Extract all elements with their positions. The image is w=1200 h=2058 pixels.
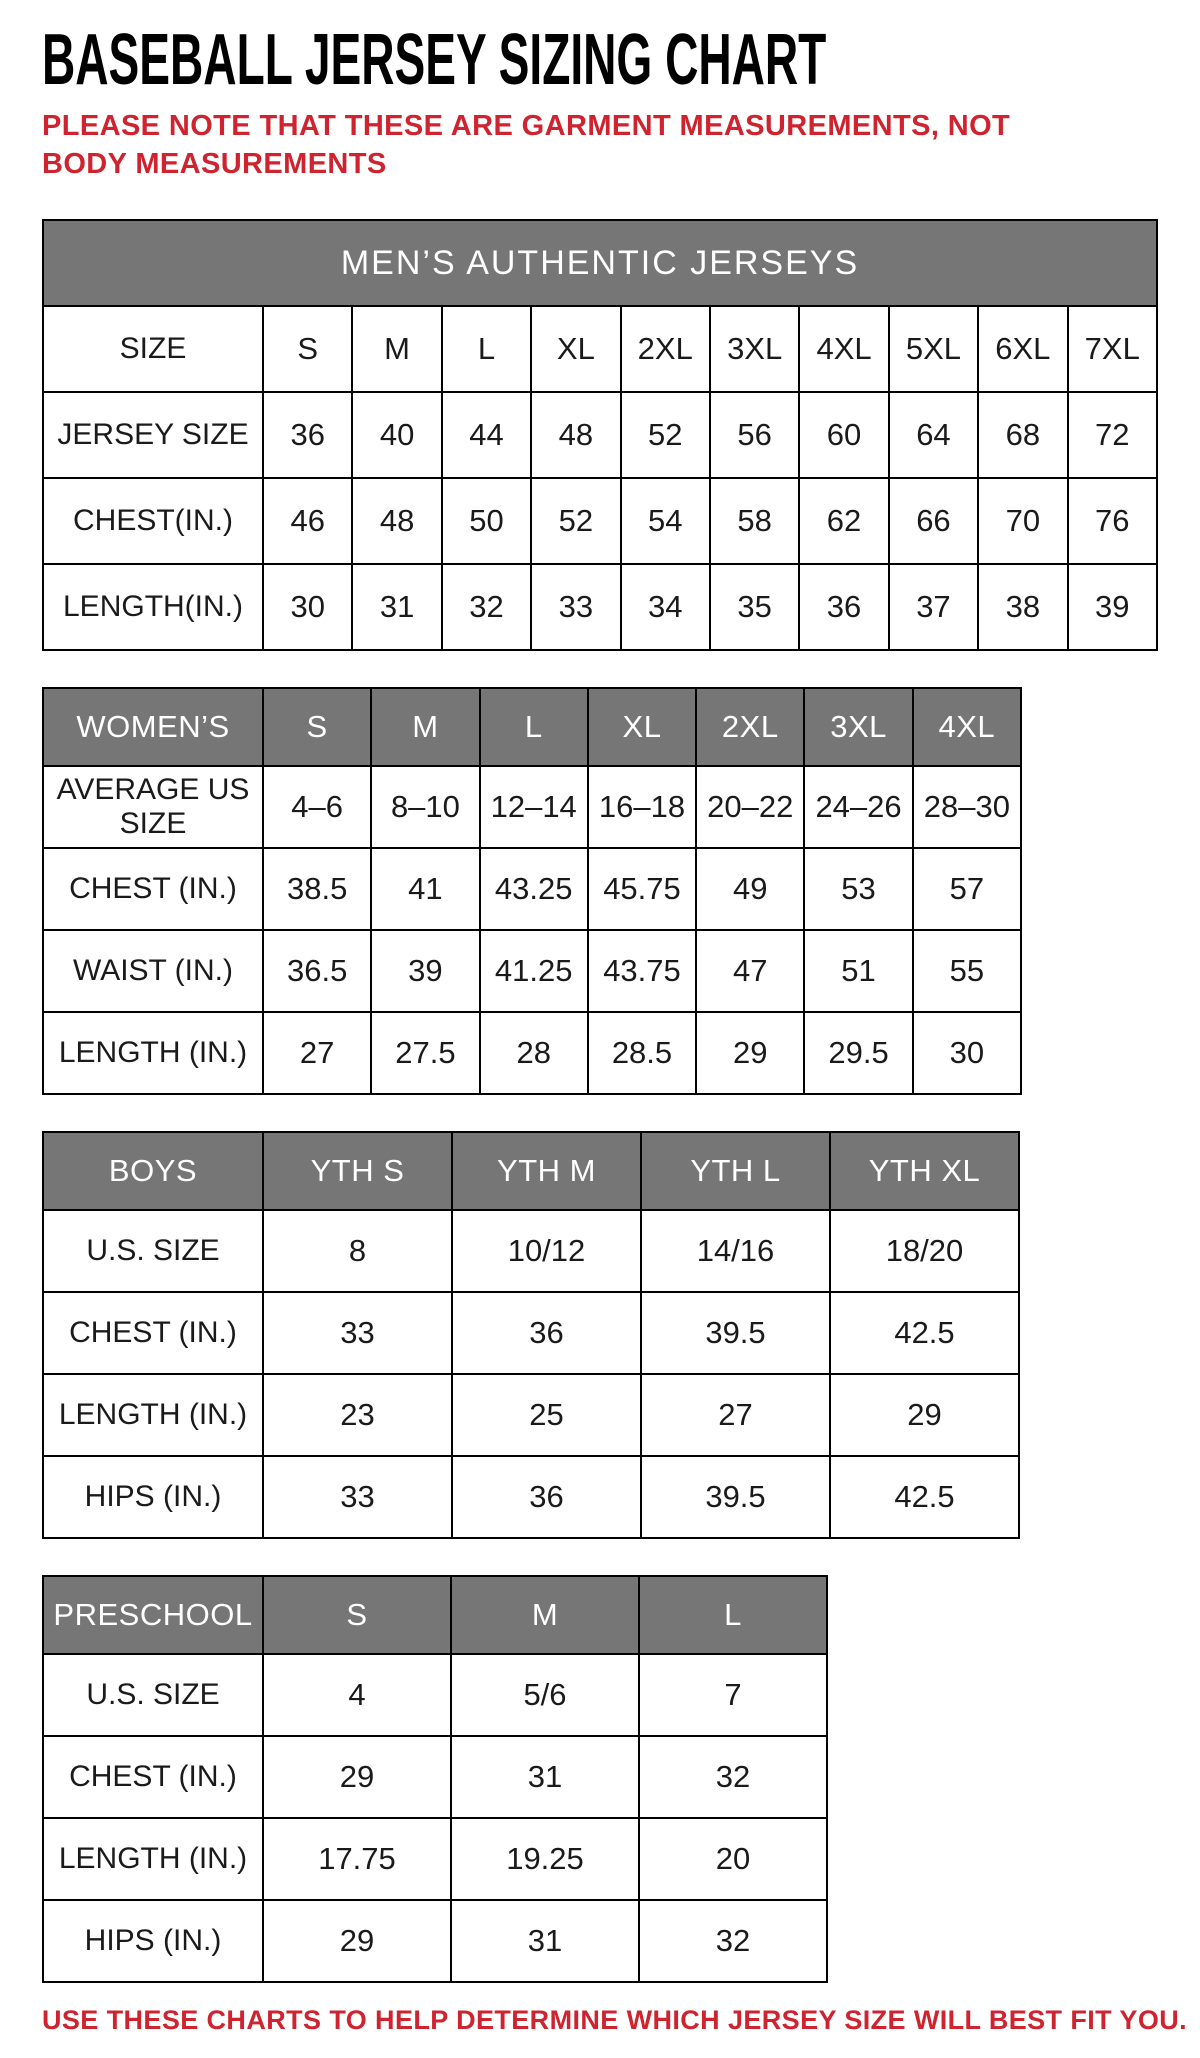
preschool-value-cell: 5/6 [451,1654,639,1736]
womens-value-cell: 47 [696,930,804,1012]
womens-value-cell: 49 [696,848,804,930]
womens-value-cell: 53 [804,848,912,930]
preschool-row-label: CHEST (IN.) [43,1736,263,1818]
boys-value-cell: 23 [263,1374,452,1456]
boys-value-cell: 25 [452,1374,641,1456]
mens-value-cell: 37 [889,564,978,650]
boys-size-header: YTH S [263,1132,452,1210]
womens-row-label: CHEST (IN.) [43,848,263,930]
preschool-value-cell: 31 [451,1736,639,1818]
mens-value-cell: 48 [352,478,441,564]
preschool-row-label: HIPS (IN.) [43,1900,263,1982]
womens-value-cell: 36.5 [263,930,371,1012]
preschool-table [42,1575,828,1983]
boys-value-cell: 42.5 [830,1292,1019,1374]
fit-advice-note: USE THESE CHARTS TO HELP DETERMINE WHICH JERSEY SIZE WILL BEST FIT YOU. [42,2005,1188,2036]
mens-value-cell: XL [531,306,620,392]
mens-value-cell: 64 [889,392,978,478]
boys-value-cell: 29 [830,1374,1019,1456]
womens-value-cell: 27 [263,1012,371,1094]
womens-value-cell: 16–18 [588,766,696,848]
womens-value-cell: 28 [480,1012,588,1094]
preschool-value-cell: 20 [639,1818,827,1900]
mens-row-label: JERSEY SIZE [43,392,263,478]
womens-value-cell: 43.25 [480,848,588,930]
preschool-value-cell: 7 [639,1654,827,1736]
mens-value-cell: S [263,306,352,392]
womens-header-label: WOMEN’S [43,688,263,766]
boys-size-header: YTH M [452,1132,641,1210]
preschool-value-cell: 32 [639,1736,827,1818]
mens-value-cell: 52 [621,392,710,478]
womens-row-label: AVERAGE US SIZE [43,766,263,848]
mens-value-cell: 52 [531,478,620,564]
mens-value-cell: 54 [621,478,710,564]
mens-value-cell: M [352,306,441,392]
boys-value-cell: 36 [452,1456,641,1538]
womens-value-cell: 55 [913,930,1021,1012]
mens-value-cell: 7XL [1068,306,1157,392]
mens-value-cell: 35 [710,564,799,650]
mens-value-cell: 40 [352,392,441,478]
womens-value-cell: 51 [804,930,912,1012]
preschool-value-cell: 17.75 [263,1818,451,1900]
preschool-size-header: S [263,1576,451,1654]
womens-value-cell: 12–14 [480,766,588,848]
womens-value-cell: 28.5 [588,1012,696,1094]
mens-value-cell: 2XL [621,306,710,392]
mens-value-cell: L [442,306,531,392]
womens-size-header: 2XL [696,688,804,766]
boys-value-cell: 33 [263,1292,452,1374]
preschool-header-label: PRESCHOOL [43,1576,263,1654]
preschool-value-cell: 31 [451,1900,639,1982]
womens-value-cell: 28–30 [913,766,1021,848]
mens-value-cell: 62 [799,478,888,564]
mens-row-label: CHEST(IN.) [43,478,263,564]
boys-value-cell: 18/20 [830,1210,1019,1292]
preschool-value-cell: 4 [263,1654,451,1736]
mens-value-cell: 66 [889,478,978,564]
womens-value-cell: 57 [913,848,1021,930]
womens-value-cell: 24–26 [804,766,912,848]
mens-value-cell: 56 [710,392,799,478]
mens-table [42,219,1158,651]
womens-size-header: S [263,688,371,766]
womens-row-label: WAIST (IN.) [43,930,263,1012]
womens-value-cell: 30 [913,1012,1021,1094]
mens-value-cell: 30 [263,564,352,650]
womens-size-header: 3XL [804,688,912,766]
boys-value-cell: 42.5 [830,1456,1019,1538]
mens-value-cell: 68 [978,392,1067,478]
womens-size-header: 4XL [913,688,1021,766]
mens-value-cell: 5XL [889,306,978,392]
mens-table-title: MEN’S AUTHENTIC JERSEYS [43,220,1157,306]
womens-size-header: L [480,688,588,766]
mens-value-cell: 38 [978,564,1067,650]
preschool-size-header: L [639,1576,827,1654]
preschool-value-cell: 29 [263,1900,451,1982]
womens-value-cell: 41 [371,848,479,930]
mens-value-cell: 70 [978,478,1067,564]
mens-value-cell: 44 [442,392,531,478]
womens-value-cell: 29.5 [804,1012,912,1094]
boys-jerseys-table [42,1131,1158,1539]
preschool-row-label: U.S. SIZE [43,1654,263,1736]
womens-value-cell: 20–22 [696,766,804,848]
mens-value-cell: 4XL [799,306,888,392]
boys-size-header: YTH XL [830,1132,1019,1210]
page-title: BASEBALL JERSEY SIZING CHART [42,20,827,100]
mens-row-label: LENGTH(IN.) [43,564,263,650]
womens-size-header: XL [588,688,696,766]
mens-value-cell: 39 [1068,564,1157,650]
womens-size-header: M [371,688,479,766]
mens-value-cell: 48 [531,392,620,478]
mens-value-cell: 46 [263,478,352,564]
preschool-value-cell: 19.25 [451,1818,639,1900]
preschool-value-cell: 29 [263,1736,451,1818]
womens-value-cell: 39 [371,930,479,1012]
boys-value-cell: 14/16 [641,1210,830,1292]
womens-value-cell: 29 [696,1012,804,1094]
womens-table [42,687,1022,1095]
mens-authentic-jerseys-table [42,219,1158,651]
boys-value-cell: 39.5 [641,1456,830,1538]
boys-header-label: BOYS [43,1132,263,1210]
mens-value-cell: 76 [1068,478,1157,564]
mens-value-cell: 31 [352,564,441,650]
mens-value-cell: 34 [621,564,710,650]
mens-value-cell: 60 [799,392,888,478]
mens-value-cell: 72 [1068,392,1157,478]
mens-row-label: SIZE [43,306,263,392]
preschool-value-cell: 32 [639,1900,827,1982]
mens-value-cell: 32 [442,564,531,650]
boys-value-cell: 27 [641,1374,830,1456]
preschool-row-label: LENGTH (IN.) [43,1818,263,1900]
womens-value-cell: 41.25 [480,930,588,1012]
mens-value-cell: 36 [263,392,352,478]
boys-row-label: CHEST (IN.) [43,1292,263,1374]
mens-value-cell: 6XL [978,306,1067,392]
womens-row-label: LENGTH (IN.) [43,1012,263,1094]
boys-value-cell: 10/12 [452,1210,641,1292]
womens-value-cell: 4–6 [263,766,371,848]
boys-row-label: HIPS (IN.) [43,1456,263,1538]
womens-value-cell: 8–10 [371,766,479,848]
womens-value-cell: 38.5 [263,848,371,930]
boys-value-cell: 8 [263,1210,452,1292]
boys-value-cell: 36 [452,1292,641,1374]
boys-size-header: YTH L [641,1132,830,1210]
mens-value-cell: 36 [799,564,888,650]
boys-row-label: LENGTH (IN.) [43,1374,263,1456]
boys-value-cell: 39.5 [641,1292,830,1374]
mens-value-cell: 58 [710,478,799,564]
womens-value-cell: 43.75 [588,930,696,1012]
womens-jerseys-table [42,687,1158,1095]
preschool-size-header: M [451,1576,639,1654]
boys-value-cell: 33 [263,1456,452,1538]
boys-row-label: U.S. SIZE [43,1210,263,1292]
preschool-jerseys-table [42,1575,1158,1983]
mens-value-cell: 50 [442,478,531,564]
garment-measurements-note: PLEASE NOTE THAT THESE ARE GARMENT MEASUREMENTS, NOT BODY MEASUREMENTS [42,110,1011,180]
boys-table [42,1131,1020,1539]
mens-value-cell: 3XL [710,306,799,392]
mens-value-cell: 33 [531,564,620,650]
womens-value-cell: 45.75 [588,848,696,930]
womens-value-cell: 27.5 [371,1012,479,1094]
